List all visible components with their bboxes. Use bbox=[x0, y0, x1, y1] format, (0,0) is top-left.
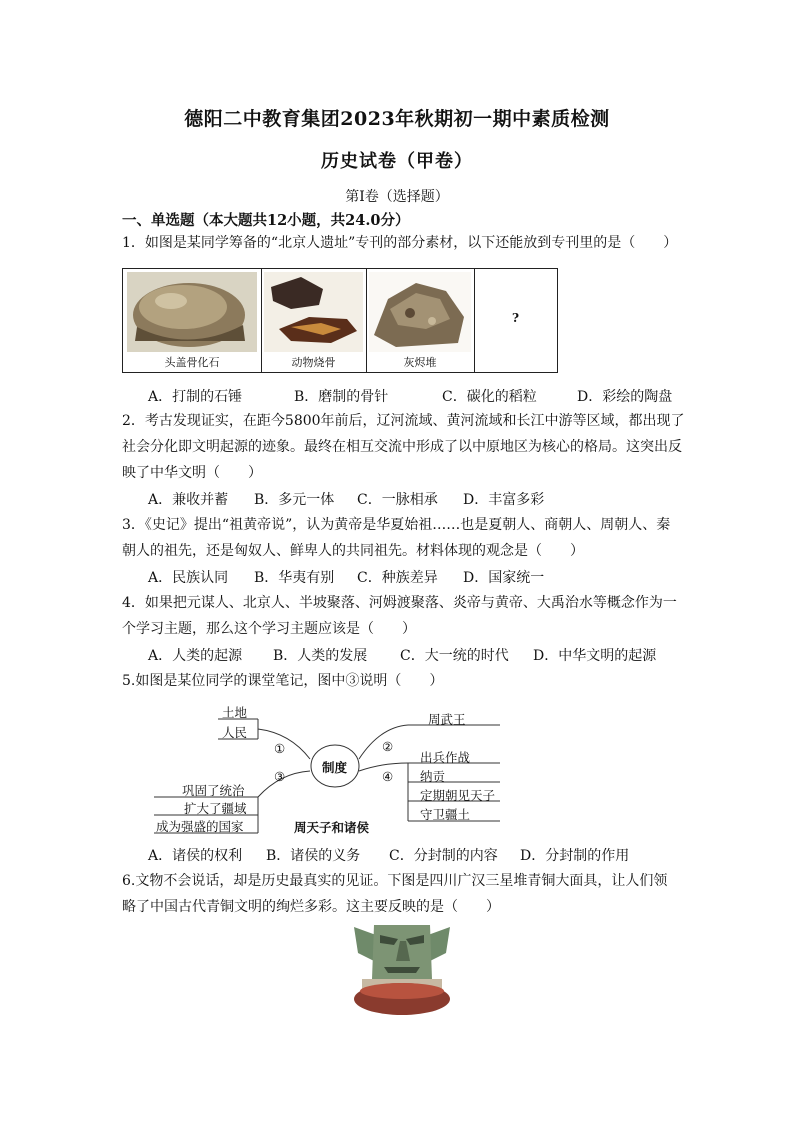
mind-map-node: 成为强盛的国家 bbox=[156, 819, 244, 834]
q5-option-d[interactable]: D．分封制的作用 bbox=[520, 848, 630, 864]
q1-option-d[interactable]: D．彩绘的陶盘 bbox=[577, 389, 673, 405]
q3-option-c[interactable]: C．种族差异 bbox=[357, 570, 438, 586]
mind-map-node: 守卫疆土 bbox=[420, 807, 471, 822]
section-heading: 一、单选题（本大题共12小题，共24.0分） bbox=[122, 212, 410, 229]
q5-option-a[interactable]: A．诸侯的权利 bbox=[148, 848, 243, 864]
q4-option-c[interactable]: C．大一统的时代 bbox=[400, 648, 509, 664]
q3-option-a[interactable]: A．民族认同 bbox=[148, 570, 229, 586]
mind-map-node: 出兵作战 bbox=[420, 750, 471, 765]
q1-option-b[interactable]: B．磨制的骨针 bbox=[294, 389, 389, 405]
q5-stem: 5.如图是某位同学的课堂笔记，图中③说明（ ） bbox=[122, 673, 444, 689]
mind-map-center: 制度 bbox=[322, 760, 348, 775]
mind-map-caption: 周天子和诸侯 bbox=[294, 820, 370, 835]
mind-map-marker-4: ④ bbox=[382, 769, 394, 784]
q1-cell-ash bbox=[366, 269, 475, 372]
q2-option-a[interactable]: A．兼收并蓄 bbox=[148, 492, 229, 508]
burnt-bones-image bbox=[261, 269, 366, 355]
q5-mind-map bbox=[150, 697, 505, 839]
mind-map-node: 人民 bbox=[222, 725, 248, 740]
mind-map-node: 扩大了疆域 bbox=[184, 801, 247, 816]
q2-option-b[interactable]: B．多元一体 bbox=[254, 492, 335, 508]
mind-map-node: 纳贡 bbox=[420, 769, 446, 784]
q3-line-1: 3．《史记》提出“祖黄帝说”，认为黄帝是华夏始祖……也是夏朝人、商朝人、周朝人、秦 bbox=[122, 517, 671, 533]
q2-line-1: 2．考古发现证实，在距今5800年前后，辽河流域、黄河流域和长江中游等区域，都出现了 bbox=[122, 413, 685, 429]
mind-map-node: 定期朝见天子 bbox=[420, 788, 496, 803]
q6-line-2: 略了中国古代青铜文明的绚烂多彩。这主要反映的是（ ） bbox=[122, 899, 500, 915]
exam-subtitle: 历史试卷（甲卷） bbox=[321, 151, 473, 172]
exam-title: 德阳二中教育集团2023年秋期初一期中素质检测 bbox=[184, 108, 610, 130]
q1-option-a[interactable]: A．打制的石锤 bbox=[148, 389, 243, 405]
q6-line-1: 6.文物不会说话，却是历史最真实的见证。下图是四川广汉三星堆青铜大面具，让人们领 bbox=[122, 873, 668, 889]
mind-map-node: 巩固了统治 bbox=[182, 783, 245, 798]
q1-cell-skull bbox=[123, 269, 262, 372]
q4-option-a[interactable]: A．人类的起源 bbox=[148, 648, 243, 664]
q2-option-c[interactable]: C．一脉相承 bbox=[357, 492, 438, 508]
mind-map-marker-1: ① bbox=[274, 741, 286, 756]
q4-option-d[interactable]: D．中华文明的起源 bbox=[533, 648, 657, 664]
q2-line-3: 映了中华文明（ ） bbox=[122, 465, 262, 481]
q1-caption-1: 头盖骨化石 bbox=[164, 356, 220, 369]
bronze-mask-image bbox=[350, 917, 454, 1019]
volume-label: 第Ⅰ卷（选择题） bbox=[345, 189, 449, 205]
q1-image-table bbox=[122, 268, 558, 373]
q4-line-1: 4．如果把元谋人、北京人、半坡聚落、河姆渡聚落、炎帝与黄帝、大禹治水等概念作为一 bbox=[122, 595, 677, 611]
mind-map-marker-2: ② bbox=[382, 739, 394, 754]
ash-pile-image bbox=[366, 269, 474, 355]
q1-caption-2: 动物烧骨 bbox=[291, 356, 336, 369]
q3-line-2: 朝人的祖先，还是匈奴人、鲜卑人的共同祖先。材料体现的观念是（ ） bbox=[122, 543, 584, 559]
skull-fossil-image bbox=[123, 269, 261, 355]
q5-option-c[interactable]: C．分封制的内容 bbox=[389, 848, 498, 864]
q2-line-2: 社会分化即文明起源的迹象。最终在相互交流中形成了以中原地区为核心的格局。这突出反 bbox=[122, 439, 682, 455]
q1-option-c[interactable]: C．碳化的稻粒 bbox=[442, 389, 537, 405]
mind-map-marker-3: ③ bbox=[274, 769, 286, 784]
q4-option-b[interactable]: B．人类的发展 bbox=[273, 648, 368, 664]
q1-stem: 1．如图是某同学筹备的“北京人遗址”专刊的部分素材，以下还能放到专刊里的是（ ） bbox=[122, 235, 678, 251]
q5-option-b[interactable]: B．诸侯的义务 bbox=[266, 848, 361, 864]
mind-map-node: 土地 bbox=[222, 705, 248, 720]
q2-option-d[interactable]: D．丰富多彩 bbox=[463, 492, 545, 508]
q3-option-b[interactable]: B．华夷有别 bbox=[254, 570, 335, 586]
q1-caption-3: 灰烬堆 bbox=[403, 356, 437, 369]
q1-question-mark: ? bbox=[511, 311, 520, 325]
mind-map-node: 周武王 bbox=[428, 712, 466, 727]
q4-line-2: 个学习主题，那么这个学习主题应该是（ ） bbox=[122, 621, 416, 637]
q1-cell-bones bbox=[261, 269, 367, 372]
q1-cell-unknown bbox=[474, 269, 557, 372]
q3-option-d[interactable]: D．国家统一 bbox=[463, 570, 545, 586]
